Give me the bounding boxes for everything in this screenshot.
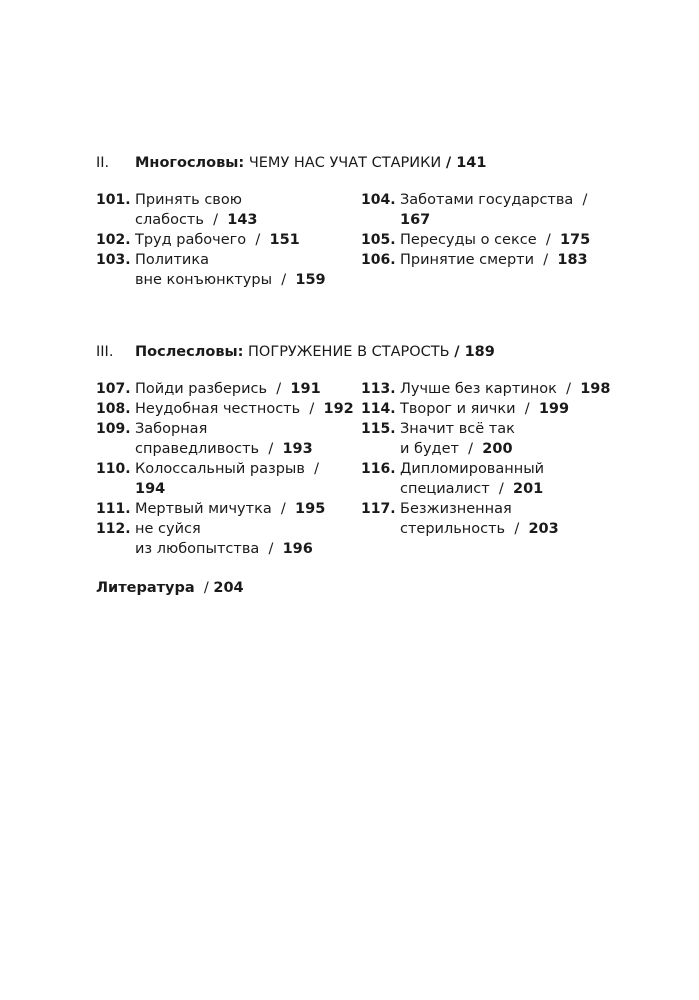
entry-title: Неудобная честность	[135, 401, 301, 417]
entry-page: 194	[135, 481, 166, 497]
entry-title: Дипломированный специалист	[400, 461, 545, 497]
toc-entry: 103. Политика вне конъюнктуры / 159	[96, 252, 326, 288]
entry-number: 110.	[96, 461, 131, 477]
section-page: / 141	[445, 155, 487, 171]
section-title-rest: ЧЕМУ НАС УЧАТ СТАРИКИ	[244, 155, 442, 171]
entry-title: Пересуды о сексе	[400, 232, 537, 248]
entry-number: 109.	[96, 421, 131, 437]
entry-title: Лучше без картинок	[400, 381, 557, 397]
entry-page: 167	[400, 212, 431, 228]
entry-number: 105.	[361, 232, 396, 248]
entry-title: Принять свою слабость	[135, 192, 242, 228]
toc-entry: 113. Лучше без картинок / 198	[361, 381, 611, 397]
section-number: III.	[96, 344, 114, 360]
toc-entry: 105. Пересуды о сексе / 175	[361, 232, 591, 248]
entry-number: 102.	[96, 232, 131, 248]
entry-number: 116.	[361, 461, 396, 477]
entry-page: 191	[290, 381, 321, 397]
entry-title: Пойди разберись	[135, 381, 268, 397]
entry-page: 200	[482, 441, 513, 457]
entry-number: 117.	[361, 501, 396, 517]
entry-page: 159	[295, 272, 326, 288]
entries-right-column	[361, 379, 621, 539]
entry-title: Мертвый мичутка	[135, 501, 272, 517]
entry-number: 111.	[96, 501, 131, 517]
entry-page: 143	[227, 212, 258, 228]
entry-page: 195	[295, 501, 326, 517]
entry-title: Заборная справедливость	[135, 421, 260, 457]
section-title	[135, 341, 495, 363]
toc-entry: 116. Дипломированный специалист / 201	[361, 461, 545, 497]
entry-number: 101.	[96, 192, 131, 208]
entry-title: Безжизненная стерильность	[400, 501, 512, 537]
entry-title: Колоссальный разрыв	[135, 461, 305, 477]
section-page: / 189	[454, 344, 495, 360]
toc-entry: 117. Безжизненная стерильность / 203	[361, 501, 559, 537]
entry-page: 193	[282, 441, 313, 457]
entry-title: Творог и яички	[400, 401, 516, 417]
entry-number: 108.	[96, 401, 131, 417]
literature-label: Литература	[96, 580, 195, 596]
entry-number: 112.	[96, 521, 131, 537]
entry-number: 106.	[361, 252, 396, 268]
section-2	[96, 152, 616, 288]
entry-page: 175	[559, 232, 591, 248]
entry-title: Политика вне конъюнктуры	[135, 252, 273, 288]
entry-number: 103.	[96, 252, 131, 268]
entry-title: не суйся из любопытства	[135, 521, 260, 557]
entry-page: 201	[513, 481, 544, 497]
section-heading	[96, 152, 616, 174]
entry-number: 113.	[361, 381, 396, 397]
section-title	[135, 152, 486, 174]
entry-title: Принятие смерти	[400, 252, 535, 268]
entry-number: 104.	[361, 192, 396, 208]
entry-number: 114.	[361, 401, 396, 417]
entry-page: 183	[557, 252, 588, 268]
toc-entry: 107. Пойди разберись / 191	[96, 381, 321, 397]
entry-title: Труд рабочего	[135, 232, 247, 248]
section-title-rest: ПОГРУЖЕНИЕ В СТАРОСТЬ	[243, 344, 450, 360]
entry-page: 151	[269, 232, 300, 248]
entry-title: Заботами государства	[400, 192, 574, 208]
toc-entry: 104. Заботами государства / 167	[361, 192, 593, 228]
toc-entry: 112. не суйся из любопытства / 196	[96, 521, 313, 557]
section-title-bold: Многословы:	[135, 155, 245, 171]
toc-entry: 114. Творог и яички / 199	[361, 401, 570, 417]
toc-entry: 102. Труд рабочего / 151	[96, 232, 300, 248]
entries-left-column	[96, 190, 356, 290]
entry-page: 199	[538, 401, 570, 417]
entry-page: 203	[528, 521, 559, 537]
entry-page: 196	[282, 541, 313, 557]
section-heading	[96, 341, 616, 363]
section-3	[96, 341, 616, 557]
toc-entry: 108. Неудобная честность / 192	[96, 401, 354, 417]
toc-entry: 110. Колоссальный разрыв / 194	[96, 461, 324, 497]
entry-page: 192	[323, 401, 354, 417]
toc-entry: 106. Принятие смерти / 183	[361, 252, 588, 268]
section-number: II.	[96, 155, 110, 171]
toc-entry: 111. Мертвый мичутка / 195	[96, 501, 326, 517]
entry-number: 107.	[96, 381, 131, 397]
entries-right-column	[361, 190, 621, 270]
literature-page: 204	[213, 580, 244, 596]
toc-entry: 101. Принять свою слабость / 143	[96, 192, 258, 228]
toc-entry: 115. Значит всё так и будет / 200	[361, 421, 515, 457]
entries-left-column	[96, 379, 356, 559]
entry-number: 115.	[361, 421, 396, 437]
toc-entry: 109. Заборная справедливость / 193	[96, 421, 313, 457]
section-title-bold: Послесловы:	[135, 344, 244, 360]
entry-page: 198	[580, 381, 611, 397]
entry-title: Значит всё так и будет	[400, 421, 515, 457]
literature-entry: Литература / 204	[96, 580, 244, 596]
